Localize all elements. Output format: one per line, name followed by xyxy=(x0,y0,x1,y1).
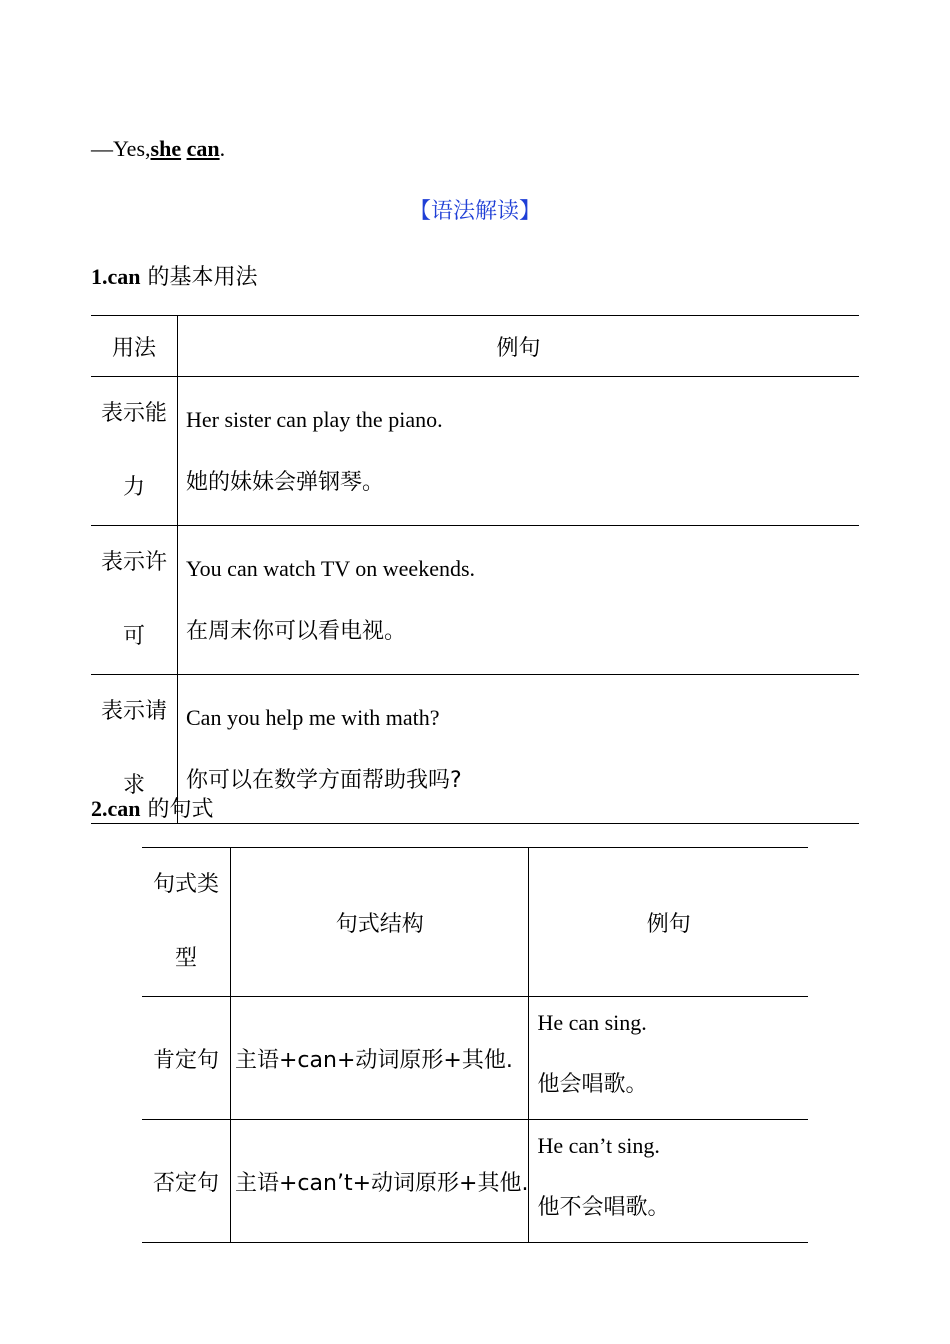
example-chinese: 他不会唱歌。 xyxy=(537,1195,670,1220)
header-type-line1: 句式类 xyxy=(152,872,219,897)
part2-heading xyxy=(91,795,214,824)
header-type-line2: 型 xyxy=(174,946,197,971)
table-header-row xyxy=(91,316,859,377)
usage-line1: 表示请 xyxy=(100,699,167,724)
usage-line1: 表示能 xyxy=(100,401,167,426)
part1-heading xyxy=(91,263,258,292)
usage-line1: 表示许 xyxy=(100,550,167,575)
part1-title: 的基本用法 xyxy=(140,265,258,290)
structure-cell: 主语+can+动词原形+其他. xyxy=(231,997,529,1120)
example-english: He can’t sing. xyxy=(537,1133,660,1158)
answer-blank-can: can xyxy=(186,136,220,161)
can-usage-table xyxy=(91,315,859,824)
example-chinese: 她的妹妹会弹钢琴。 xyxy=(186,470,385,495)
example-chinese: 他会唱歌。 xyxy=(537,1072,648,1097)
header-example: 例句 xyxy=(178,316,860,377)
dialogue-suffix: . xyxy=(219,136,226,161)
header-sentence-type xyxy=(142,848,231,997)
table-row xyxy=(91,526,859,675)
section-heading: 【语法解读】 xyxy=(408,199,541,224)
example-cell xyxy=(178,377,860,526)
table-row xyxy=(91,377,859,526)
sentence-type-cell: 肯定句 xyxy=(142,997,231,1120)
example-english: He can sing. xyxy=(537,1010,647,1035)
header-structure: 句式结构 xyxy=(231,848,529,997)
example-english: Can you help me with math? xyxy=(186,705,440,730)
structure-cell: 主语+can’t+动词原形+其他. xyxy=(231,1120,529,1243)
example-english: You can watch TV on weekends. xyxy=(186,556,476,581)
example-english: Her sister can play the piano. xyxy=(186,407,443,432)
header-usage: 用法 xyxy=(91,316,178,377)
answer-blank-she: she xyxy=(150,136,182,161)
usage-cell xyxy=(91,377,178,526)
example-cell xyxy=(178,526,860,675)
usage-line2: 求 xyxy=(122,773,145,798)
part2-number: 2.can xyxy=(91,796,141,821)
sentence-type-cell: 否定句 xyxy=(142,1120,231,1243)
example-cell xyxy=(529,1120,808,1243)
example-chinese: 你可以在数学方面帮助我吗? xyxy=(186,768,462,793)
usage-line2: 可 xyxy=(122,624,145,649)
table-row xyxy=(142,1120,808,1243)
part1-number: 1.can xyxy=(91,264,141,289)
example-cell xyxy=(178,675,860,824)
header-example: 例句 xyxy=(529,848,808,997)
can-sentence-pattern-table xyxy=(142,847,808,1243)
example-chinese: 在周末你可以看电视。 xyxy=(186,619,407,644)
usage-cell xyxy=(91,526,178,675)
dialogue-answer-line xyxy=(91,135,225,163)
part2-title: 的句式 xyxy=(140,797,214,822)
table-row xyxy=(142,997,808,1120)
usage-line2: 力 xyxy=(122,475,145,500)
dialogue-prefix: —Yes, xyxy=(91,136,151,161)
table-header-row xyxy=(142,848,808,997)
example-cell xyxy=(529,997,808,1120)
